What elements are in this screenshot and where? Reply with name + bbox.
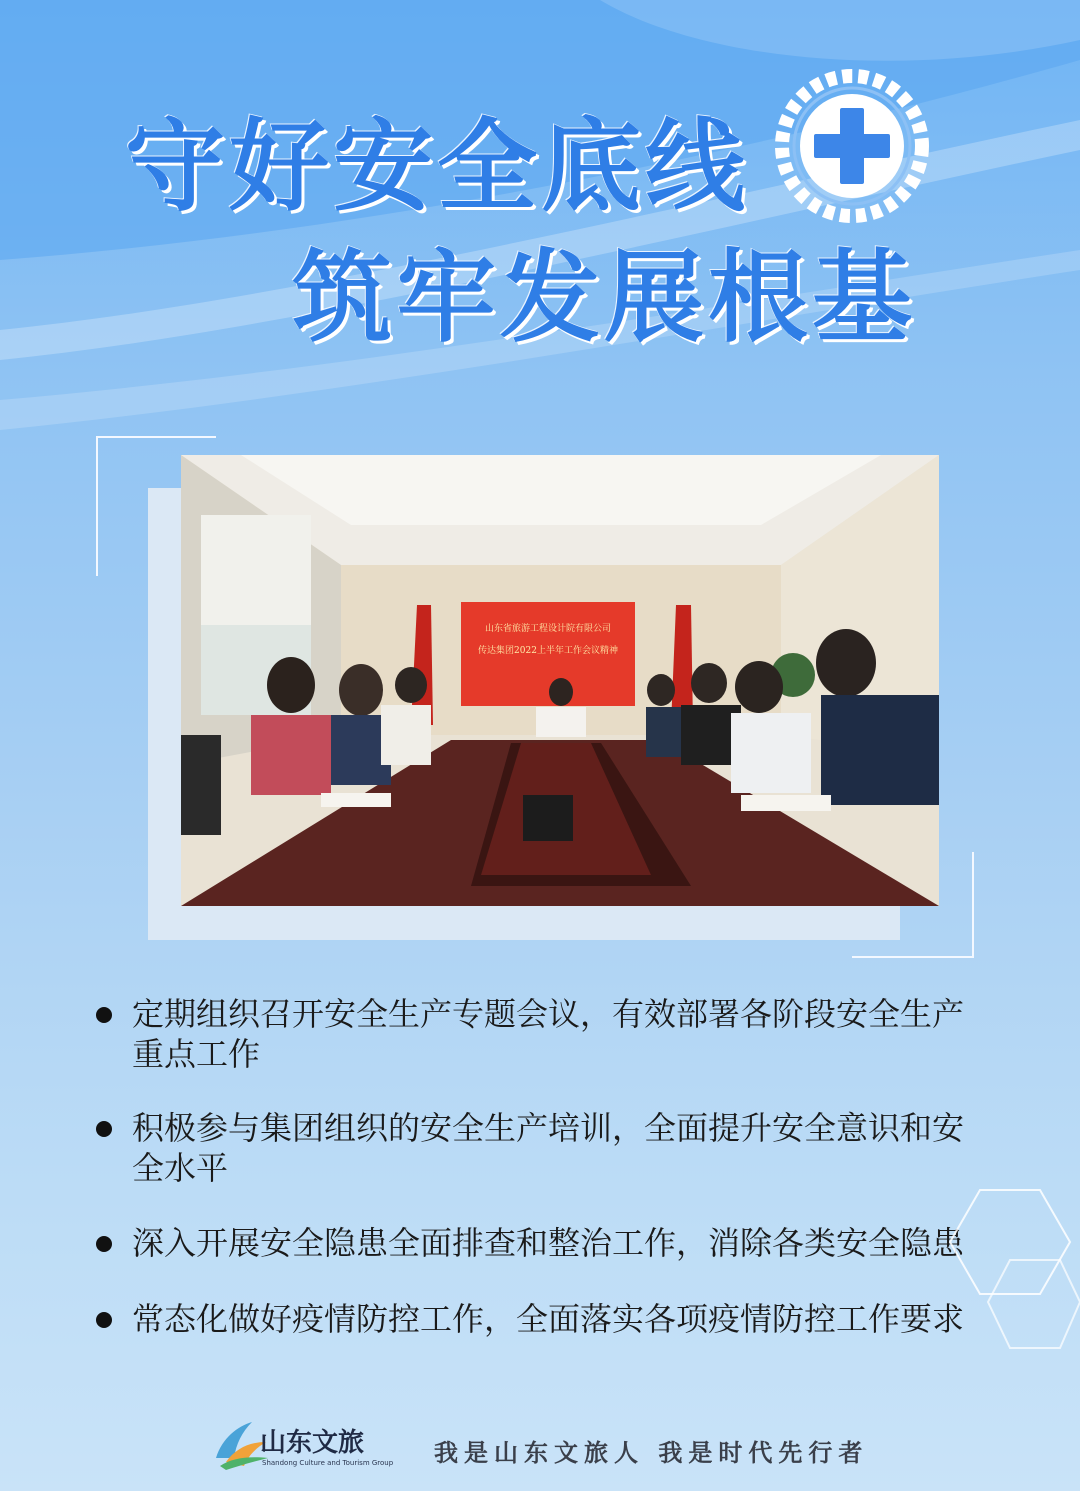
screen-line-1: 山东省旅游工程设计院有限公司 [484, 624, 612, 634]
bullet-text: 常态化做好疫情防控工作，全面落实各项疫情防控工作要求 [132, 1300, 965, 1338]
title-line-2: 筑牢发展根基 [292, 239, 916, 356]
bullet-text: 深入开展安全隐患全面排查和整治工作，消除各类安全隐患 [132, 1224, 965, 1262]
bullet-dot [96, 1007, 112, 1023]
frame-line-bottom [852, 956, 974, 958]
bullet-dot [96, 1236, 112, 1252]
bullet-text: 定期组织召开安全生产专题会议，有效部署各阶段安全生产重点工作 [132, 995, 965, 1073]
frame-line-right [972, 852, 974, 958]
screen-line-2: 传达集团2022上半年工作会议精神 [478, 646, 618, 656]
footer-slogan: 我是山东文旅人 我是时代先行者 [434, 1439, 869, 1467]
frame-line-left [96, 436, 98, 576]
meeting-photo [181, 455, 939, 906]
title-line-1: 守好安全底线 [125, 108, 749, 225]
bullet-text: 积极参与集团组织的安全生产培训，全面提升安全意识和安全水平 [132, 1109, 965, 1187]
hexagon-decoration [940, 1180, 1080, 1360]
brand-name: 山东文旅 [260, 1428, 365, 1458]
bullet-dot [96, 1312, 112, 1328]
bullet-dot [96, 1121, 112, 1137]
safety-gear-cross-icon [768, 62, 936, 230]
brand-subtitle: Shandong Culture and Tourism Group [262, 1459, 394, 1467]
frame-line-top [96, 436, 216, 438]
